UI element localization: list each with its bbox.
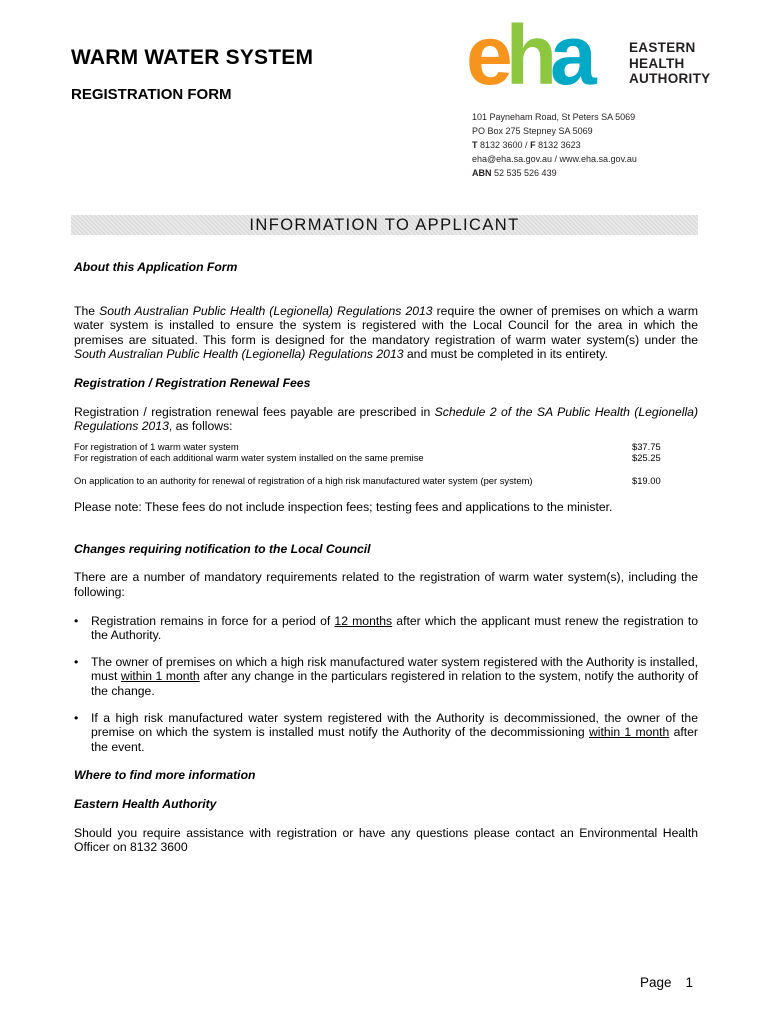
phone-fax-line	[472, 138, 637, 152]
fee-amount: $19.00	[632, 474, 661, 486]
fee-table	[74, 441, 698, 487]
changes-heading: Changes requiring notification to the Local Council	[74, 541, 371, 556]
form-body	[74, 260, 698, 855]
regulations-ref-2: South Australian Public Health (Legionella) Regulations 2013	[74, 347, 404, 362]
logo-word-authority: AUTHORITY	[629, 71, 711, 86]
abn-label: ABN	[472, 168, 492, 178]
list-item: • The owner of premises on which a high risk manufactured water system registered with the Authority is installed, must within 1 month after any change in the particulars registered in relation to the system, notify the authority of the change.	[74, 655, 698, 699]
abn-line	[472, 166, 637, 180]
fee-amount: $37.75	[632, 440, 661, 452]
fees-heading: Registration / Registration Renewal Fees	[74, 375, 311, 390]
contact-address	[472, 110, 637, 180]
requirements-list	[74, 614, 698, 755]
list-item: • Registration remains in force for a period of 12 months after which the applicant must renew the registration to the Authority.	[74, 614, 698, 643]
phone-label: T	[472, 140, 478, 150]
page-label: Page	[640, 975, 672, 990]
email-web-line: eha@eha.sa.gov.au / www.eha.sa.gov.au	[472, 154, 637, 164]
phone-number: 8132 3600 /	[480, 140, 528, 150]
fee-description: For registration of each additional warm water system installed on the same premise	[74, 452, 424, 464]
page-number: 1	[685, 975, 694, 990]
fee-description: For registration of 1 warm water system	[74, 440, 239, 452]
regulations-ref: South Australian Public Health (Legionella) Regulations 2013	[99, 303, 433, 318]
fee-description: On application to an authority for renewal of registration of a high risk manufactured water system (per system)	[74, 474, 533, 486]
logo-word-eastern: EASTERN	[629, 40, 696, 55]
form-title: WARM WATER SYSTEM	[71, 46, 314, 69]
about-heading: About this Application Form	[74, 260, 238, 274]
address-line-1: 101 Payneham Road, St Peters SA 5069	[472, 112, 636, 122]
page-footer	[640, 975, 693, 990]
address-line-2: PO Box 275 Stepney SA 5069	[472, 126, 593, 136]
fax-label: F	[530, 140, 536, 150]
logo-word-health: HEALTH	[629, 55, 685, 71]
fees-intro: Registration / registration renewal fees payable are prescribed in Schedule 2 of the SA Public Health (Legionella) Regulations 2013, as follows:	[74, 404, 698, 434]
fee-row	[74, 441, 698, 453]
logo-wordmark	[629, 40, 710, 87]
fax-number: 8132 3623	[538, 140, 581, 150]
fee-row	[74, 475, 698, 487]
schedule-ref: Schedule 2 of the SA Public Health (Legionella) Regulations 2013	[74, 404, 698, 434]
more-info-heading: Where to find more information	[74, 768, 256, 783]
fee-row	[74, 452, 698, 464]
org-name: Eastern Health Authority	[74, 796, 217, 811]
fees-note: Please note: These fees do not include inspection fees; testing fees and applications to the minister.	[74, 500, 613, 515]
list-item: • If a high risk manufactured water system registered with the Authority is decommissioned, the owner of the premise on which the system is installed must notify the Authority of the decommissioning within 1 month after the event.	[74, 711, 698, 755]
abn-number: 52 535 526 439	[494, 168, 557, 178]
changes-intro: There are a number of mandatory requirements related to the registration of warm water system(s), including the following:	[74, 570, 698, 600]
form-subtitle: REGISTRATION FORM	[71, 86, 232, 103]
section-banner: INFORMATION TO APPLICANT	[71, 215, 698, 235]
svg-text:eha eha: eha	[466, 18, 590, 98]
fee-amount: $25.25	[632, 452, 661, 464]
contact-paragraph: Should you require assistance with registration or have any questions please contact an Environmental Health Officer on 8132 3600	[74, 825, 698, 855]
about-paragraph: The South Australian Public Health (Legionella) Regulations 2013 require the owner of premises on which a warm water system is installed to ensure the system is registered with the Local Council for the area in which the premises are situated. This form is designed for the mandatory registration of warm water system(s) under the South Australian Public Health (Legionella) Regulations 2013 and must be completed in its entirety.	[74, 303, 699, 362]
